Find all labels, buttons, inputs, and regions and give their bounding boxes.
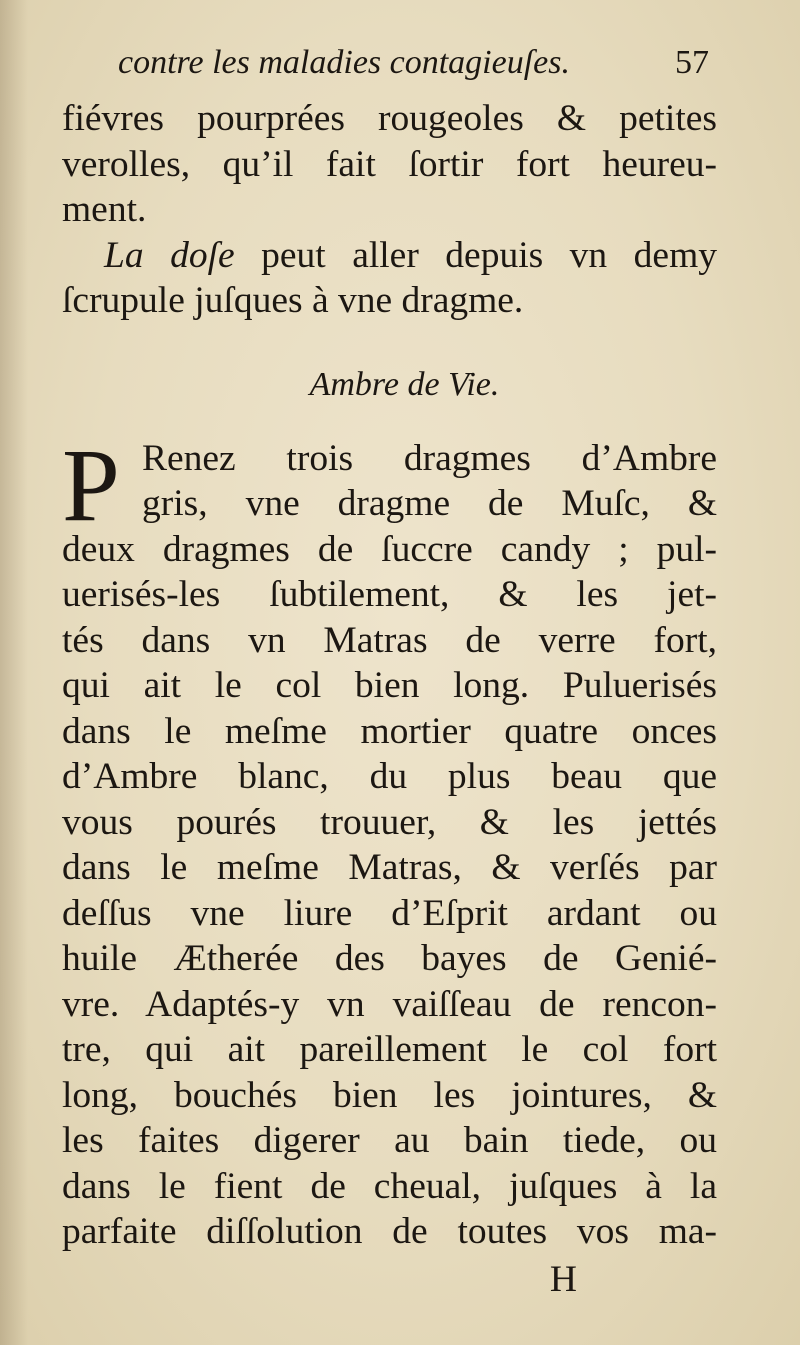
dose-paragraph <box>62 233 717 324</box>
text-line: dans le meſme mortier quatre onces <box>62 710 717 752</box>
text-line: Renez trois dragmes d’Ambre <box>142 437 717 479</box>
page-content <box>62 36 717 1302</box>
drop-cap: P <box>62 427 120 543</box>
text-line: uerisés-les ſubtilement, & les jet- <box>62 574 717 615</box>
section-heading: Ambre de Vie. <box>309 365 500 403</box>
text-line: vous pourés trouuer, & les jettés <box>62 801 717 843</box>
text-line: deux dragmes de ſuccre candy ; pul- <box>62 528 717 570</box>
text-line: dans le meſme Matras, & verſés par <box>62 847 717 888</box>
text-line: fiévres pourprées rougeoles & petites <box>62 98 717 139</box>
dose-text: peut aller depuis vn demy <box>234 234 717 276</box>
paragraph-continuation <box>62 96 717 233</box>
text-line: parfaite diſſolution de toutes vos ma- <box>62 1211 717 1252</box>
text-line: long, bouchés bien les jointures, & <box>62 1074 717 1116</box>
text-line: vre. Adaptés-y vn vaiſſeau de rencon- <box>62 983 717 1025</box>
page-number: 57 <box>675 44 709 81</box>
text-line: ment. <box>62 189 147 230</box>
recipe-paragraph <box>62 427 717 1255</box>
running-head <box>62 36 717 96</box>
text-line: gris, vne dragme de Muſc, & <box>142 483 717 524</box>
text-line: d’Ambre blanc, du plus beau que <box>62 756 717 797</box>
text-line: deſſus vne liure d’Eſprit ardant ou <box>62 892 717 934</box>
binding-shadow <box>0 0 28 1345</box>
text-line: verolles, qu’il fait ſortir fort heureu- <box>62 143 717 185</box>
text-line: ſcrupule juſques à vne dragme. <box>62 280 524 321</box>
text-line: huile Ætherée des bayes de Genié- <box>62 938 717 979</box>
text-line: tés dans vn Matras de verre fort, <box>62 619 717 661</box>
text-line: tre, qui ait pareillement le col fort <box>62 1029 717 1070</box>
text-line: les faites digerer au bain tiede, ou <box>62 1120 717 1161</box>
catchword: H <box>549 1258 577 1300</box>
text-line: qui ait le col bien long. Puluerisés <box>62 665 717 706</box>
text-line <box>62 233 717 279</box>
text-line: dans le fient de cheual, juſques à la <box>62 1165 717 1207</box>
running-head-title: contre les maladies contagieuſes. <box>118 44 570 81</box>
dose-label: La doſe <box>104 234 235 276</box>
